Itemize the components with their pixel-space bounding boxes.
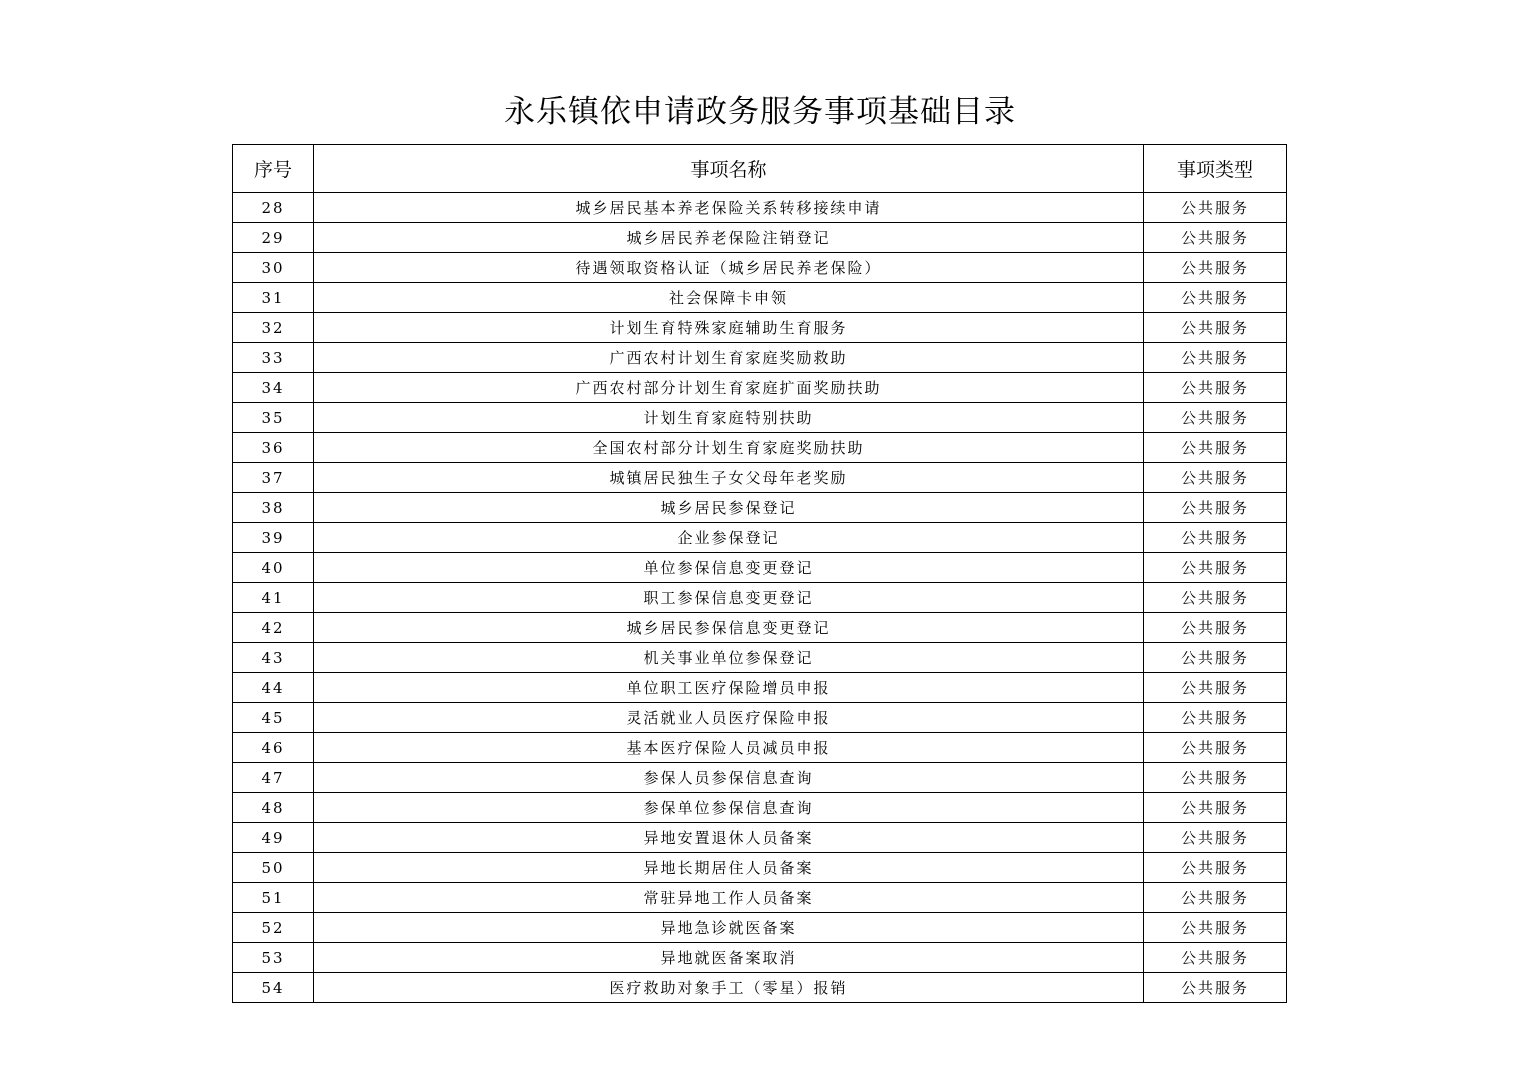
table-row bbox=[233, 793, 1287, 823]
cell-number: 44 bbox=[233, 673, 314, 703]
table-row bbox=[233, 223, 1287, 253]
cell-number: 28 bbox=[233, 193, 314, 223]
table-row bbox=[233, 283, 1287, 313]
table-row bbox=[233, 853, 1287, 883]
cell-type: 公共服务 bbox=[1144, 223, 1287, 253]
cell-name: 广西农村部分计划生育家庭扩面奖励扶助 bbox=[314, 373, 1144, 403]
cell-name: 异地就医备案取消 bbox=[314, 943, 1144, 973]
cell-name: 异地急诊就医备案 bbox=[314, 913, 1144, 943]
cell-type: 公共服务 bbox=[1144, 463, 1287, 493]
header-number: 序号 bbox=[233, 145, 314, 193]
cell-type: 公共服务 bbox=[1144, 493, 1287, 523]
cell-number: 34 bbox=[233, 373, 314, 403]
cell-name: 城乡居民参保信息变更登记 bbox=[314, 613, 1144, 643]
cell-type: 公共服务 bbox=[1144, 403, 1287, 433]
table-row bbox=[233, 943, 1287, 973]
cell-number: 43 bbox=[233, 643, 314, 673]
cell-number: 31 bbox=[233, 283, 314, 313]
cell-number: 54 bbox=[233, 973, 314, 1003]
cell-type: 公共服务 bbox=[1144, 913, 1287, 943]
table-row bbox=[233, 973, 1287, 1003]
cell-type: 公共服务 bbox=[1144, 673, 1287, 703]
cell-type: 公共服务 bbox=[1144, 883, 1287, 913]
table-row bbox=[233, 403, 1287, 433]
cell-number: 35 bbox=[233, 403, 314, 433]
cell-name: 企业参保登记 bbox=[314, 523, 1144, 553]
cell-name: 常驻异地工作人员备案 bbox=[314, 883, 1144, 913]
cell-number: 39 bbox=[233, 523, 314, 553]
table-row bbox=[233, 913, 1287, 943]
cell-name: 计划生育特殊家庭辅助生育服务 bbox=[314, 313, 1144, 343]
table-body bbox=[233, 193, 1287, 1003]
cell-number: 53 bbox=[233, 943, 314, 973]
cell-number: 38 bbox=[233, 493, 314, 523]
cell-name: 职工参保信息变更登记 bbox=[314, 583, 1144, 613]
table-row bbox=[233, 433, 1287, 463]
table-row bbox=[233, 493, 1287, 523]
table-row bbox=[233, 313, 1287, 343]
cell-type: 公共服务 bbox=[1144, 523, 1287, 553]
cell-name: 参保人员参保信息查询 bbox=[314, 763, 1144, 793]
table-row bbox=[233, 733, 1287, 763]
cell-number: 42 bbox=[233, 613, 314, 643]
cell-type: 公共服务 bbox=[1144, 433, 1287, 463]
table-row bbox=[233, 583, 1287, 613]
table-row bbox=[233, 613, 1287, 643]
cell-type: 公共服务 bbox=[1144, 283, 1287, 313]
header-name: 事项名称 bbox=[314, 145, 1144, 193]
table-row bbox=[233, 643, 1287, 673]
cell-type: 公共服务 bbox=[1144, 613, 1287, 643]
cell-type: 公共服务 bbox=[1144, 733, 1287, 763]
cell-type: 公共服务 bbox=[1144, 823, 1287, 853]
cell-number: 46 bbox=[233, 733, 314, 763]
table-row bbox=[233, 763, 1287, 793]
page-title: 永乐镇依申请政务服务事项基础目录 bbox=[504, 94, 1016, 130]
cell-type: 公共服务 bbox=[1144, 373, 1287, 403]
cell-type: 公共服务 bbox=[1144, 643, 1287, 673]
table-row bbox=[233, 253, 1287, 283]
table-row bbox=[233, 883, 1287, 913]
cell-number: 45 bbox=[233, 703, 314, 733]
cell-type: 公共服务 bbox=[1144, 583, 1287, 613]
cell-name: 城镇居民独生子女父母年老奖励 bbox=[314, 463, 1144, 493]
cell-number: 51 bbox=[233, 883, 314, 913]
cell-name: 基本医疗保险人员减员申报 bbox=[314, 733, 1144, 763]
cell-name: 参保单位参保信息查询 bbox=[314, 793, 1144, 823]
cell-number: 41 bbox=[233, 583, 314, 613]
cell-number: 32 bbox=[233, 313, 314, 343]
cell-type: 公共服务 bbox=[1144, 973, 1287, 1003]
cell-name: 灵活就业人员医疗保险申报 bbox=[314, 703, 1144, 733]
cell-type: 公共服务 bbox=[1144, 943, 1287, 973]
cell-type: 公共服务 bbox=[1144, 193, 1287, 223]
cell-name: 异地安置退休人员备案 bbox=[314, 823, 1144, 853]
cell-number: 37 bbox=[233, 463, 314, 493]
table-row bbox=[233, 343, 1287, 373]
table-header-row bbox=[233, 145, 1287, 193]
cell-type: 公共服务 bbox=[1144, 793, 1287, 823]
cell-number: 33 bbox=[233, 343, 314, 373]
cell-name: 城乡居民基本养老保险关系转移接续申请 bbox=[314, 193, 1144, 223]
cell-number: 30 bbox=[233, 253, 314, 283]
cell-name: 全国农村部分计划生育家庭奖励扶助 bbox=[314, 433, 1144, 463]
cell-number: 40 bbox=[233, 553, 314, 583]
table-row bbox=[233, 673, 1287, 703]
table-row bbox=[233, 373, 1287, 403]
table-row bbox=[233, 463, 1287, 493]
cell-type: 公共服务 bbox=[1144, 703, 1287, 733]
cell-type: 公共服务 bbox=[1144, 763, 1287, 793]
cell-name: 待遇领取资格认证（城乡居民养老保险） bbox=[314, 253, 1144, 283]
cell-name: 广西农村计划生育家庭奖励救助 bbox=[314, 343, 1144, 373]
cell-name: 单位职工医疗保险增员申报 bbox=[314, 673, 1144, 703]
cell-number: 47 bbox=[233, 763, 314, 793]
service-catalog-table bbox=[232, 144, 1287, 1003]
cell-number: 52 bbox=[233, 913, 314, 943]
cell-name: 机关事业单位参保登记 bbox=[314, 643, 1144, 673]
cell-name: 异地长期居住人员备案 bbox=[314, 853, 1144, 883]
cell-type: 公共服务 bbox=[1144, 553, 1287, 583]
cell-name: 城乡居民参保登记 bbox=[314, 493, 1144, 523]
table-row bbox=[233, 193, 1287, 223]
header-type: 事项类型 bbox=[1144, 145, 1287, 193]
cell-type: 公共服务 bbox=[1144, 343, 1287, 373]
cell-name: 计划生育家庭特别扶助 bbox=[314, 403, 1144, 433]
cell-type: 公共服务 bbox=[1144, 253, 1287, 283]
cell-number: 29 bbox=[233, 223, 314, 253]
cell-number: 49 bbox=[233, 823, 314, 853]
cell-type: 公共服务 bbox=[1144, 853, 1287, 883]
table-row bbox=[233, 553, 1287, 583]
table-row bbox=[233, 823, 1287, 853]
table-row bbox=[233, 703, 1287, 733]
cell-number: 50 bbox=[233, 853, 314, 883]
cell-name: 医疗救助对象手工（零星）报销 bbox=[314, 973, 1144, 1003]
cell-number: 36 bbox=[233, 433, 314, 463]
table-row bbox=[233, 523, 1287, 553]
cell-name: 城乡居民养老保险注销登记 bbox=[314, 223, 1144, 253]
cell-number: 48 bbox=[233, 793, 314, 823]
cell-type: 公共服务 bbox=[1144, 313, 1287, 343]
cell-name: 社会保障卡申领 bbox=[314, 283, 1144, 313]
cell-name: 单位参保信息变更登记 bbox=[314, 553, 1144, 583]
